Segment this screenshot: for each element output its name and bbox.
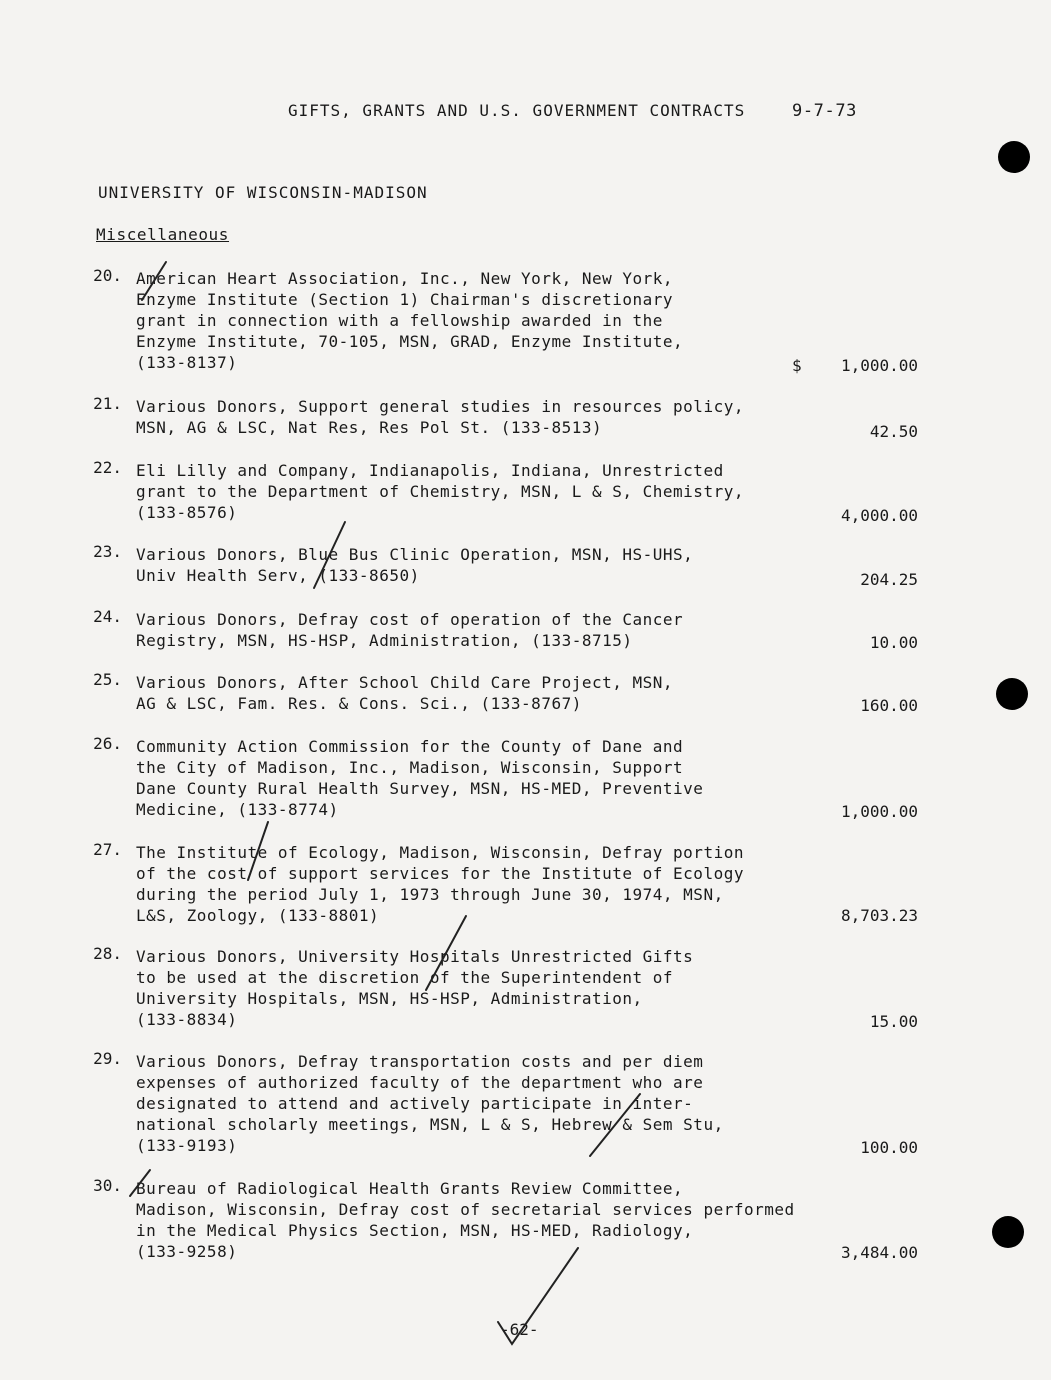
item-number: 29. [93,1049,122,1068]
item-number: 25. [93,670,122,689]
item-number: 23. [93,542,122,561]
item-number: 20. [93,266,122,285]
item-amount: 42.50 [869,422,918,441]
punch-hole [998,141,1030,173]
item-number: 21. [93,394,122,413]
item-amount: 1,000.00 [840,802,918,821]
document-title: GIFTS, GRANTS AND U.S. GOVERNMENT CONTRACTS [288,101,746,120]
item-description: Various Donors, University Hospitals Unrestricted Gifts to be used at the discretion of the Superintendent of University Hospitals, MSN, HS-HSP, Administration, (133-8834) [136,947,694,1029]
item-amount: 10.00 [869,633,918,652]
item-number: 27. [93,840,122,859]
document-date: 9-7-73 [792,101,858,121]
item-amount: 1,000.00 [840,356,918,375]
item-description: Various Donors, After School Child Care Project, MSN, AG & LSC, Fam. Res. & Cons. Sci., (133-8767) [136,673,674,713]
item-amount: 4,000.00 [840,506,918,525]
item-amount: 160.00 [860,696,918,715]
item-amount: 100.00 [860,1138,918,1157]
item-number: 26. [93,734,122,753]
currency-symbol: $ [792,356,802,375]
item-description: American Heart Association, Inc., New York, New York, Enzyme Institute (Section 1) Chairman's discretionary grant in connection with a fellowship awarded in the Enzyme Institute, 70-105, MSN, GRAD, Enzyme Institute, (133-8137) [136,269,684,372]
punch-hole [992,1216,1024,1248]
item-description: Community Action Commission for the County of Dane and the City of Madison, Inc., Madison, Wisconsin, Support Dane County Rural Health Survey, MSN, HS-MED, Preventive Medicine, (133-8774) [136,737,704,819]
item-amount: 204.25 [860,570,918,589]
item-description: Eli Lilly and Company, Indianapolis, Indiana, Unrestricted grant to the Department of Chemistry, MSN, L & S, Chemistry, (133-8576) [136,461,744,522]
page-number: -62- [500,1320,539,1339]
item-amount: 15.00 [869,1012,918,1031]
item-description: Various Donors, Support general studies in resources policy, MSN, AG & LSC, Nat Res, Res Pol St. (133-8513) [136,397,744,437]
item-description: The Institute of Ecology, Madison, Wisconsin, Defray portion of the cost of support services for the Institute of Ecology during the period July 1, 1973 through June 30, 1974, MSN, L&S, Zoology, (133-8801) [136,843,744,925]
item-number: 22. [93,458,122,477]
section-heading: Miscellaneous [96,225,230,244]
item-amount: 8,703.23 [840,906,918,925]
item-number: 28. [93,944,122,963]
item-amount: 3,484.00 [840,1243,918,1262]
item-description: Various Donors, Defray cost of operation of the Cancer Registry, MSN, HS-HSP, Administration, (133-8715) [136,610,684,650]
item-description: Various Donors, Defray transportation costs and per diem expenses of authorized faculty of the department who are designated to attend and actively participate in inter- national scholarly meetings, MSN, L & S, Hebrew & Sem Stu, (133-9193) [136,1052,724,1155]
item-description: Various Donors, Blue Bus Clinic Operation, MSN, HS-UHS, Univ Health Serv, (133-8650) [136,545,694,585]
university-name: UNIVERSITY OF WISCONSIN-MADISON [98,183,428,202]
item-description: Bureau of Radiological Health Grants Review Committee, Madison, Wisconsin, Defray cost of secretarial services performed in the Medical Physics Section, MSN, HS-MED, Radiology, (133-9258) [136,1179,795,1261]
item-number: 24. [93,607,122,626]
item-number: 30. [93,1176,122,1195]
punch-hole [996,678,1028,710]
